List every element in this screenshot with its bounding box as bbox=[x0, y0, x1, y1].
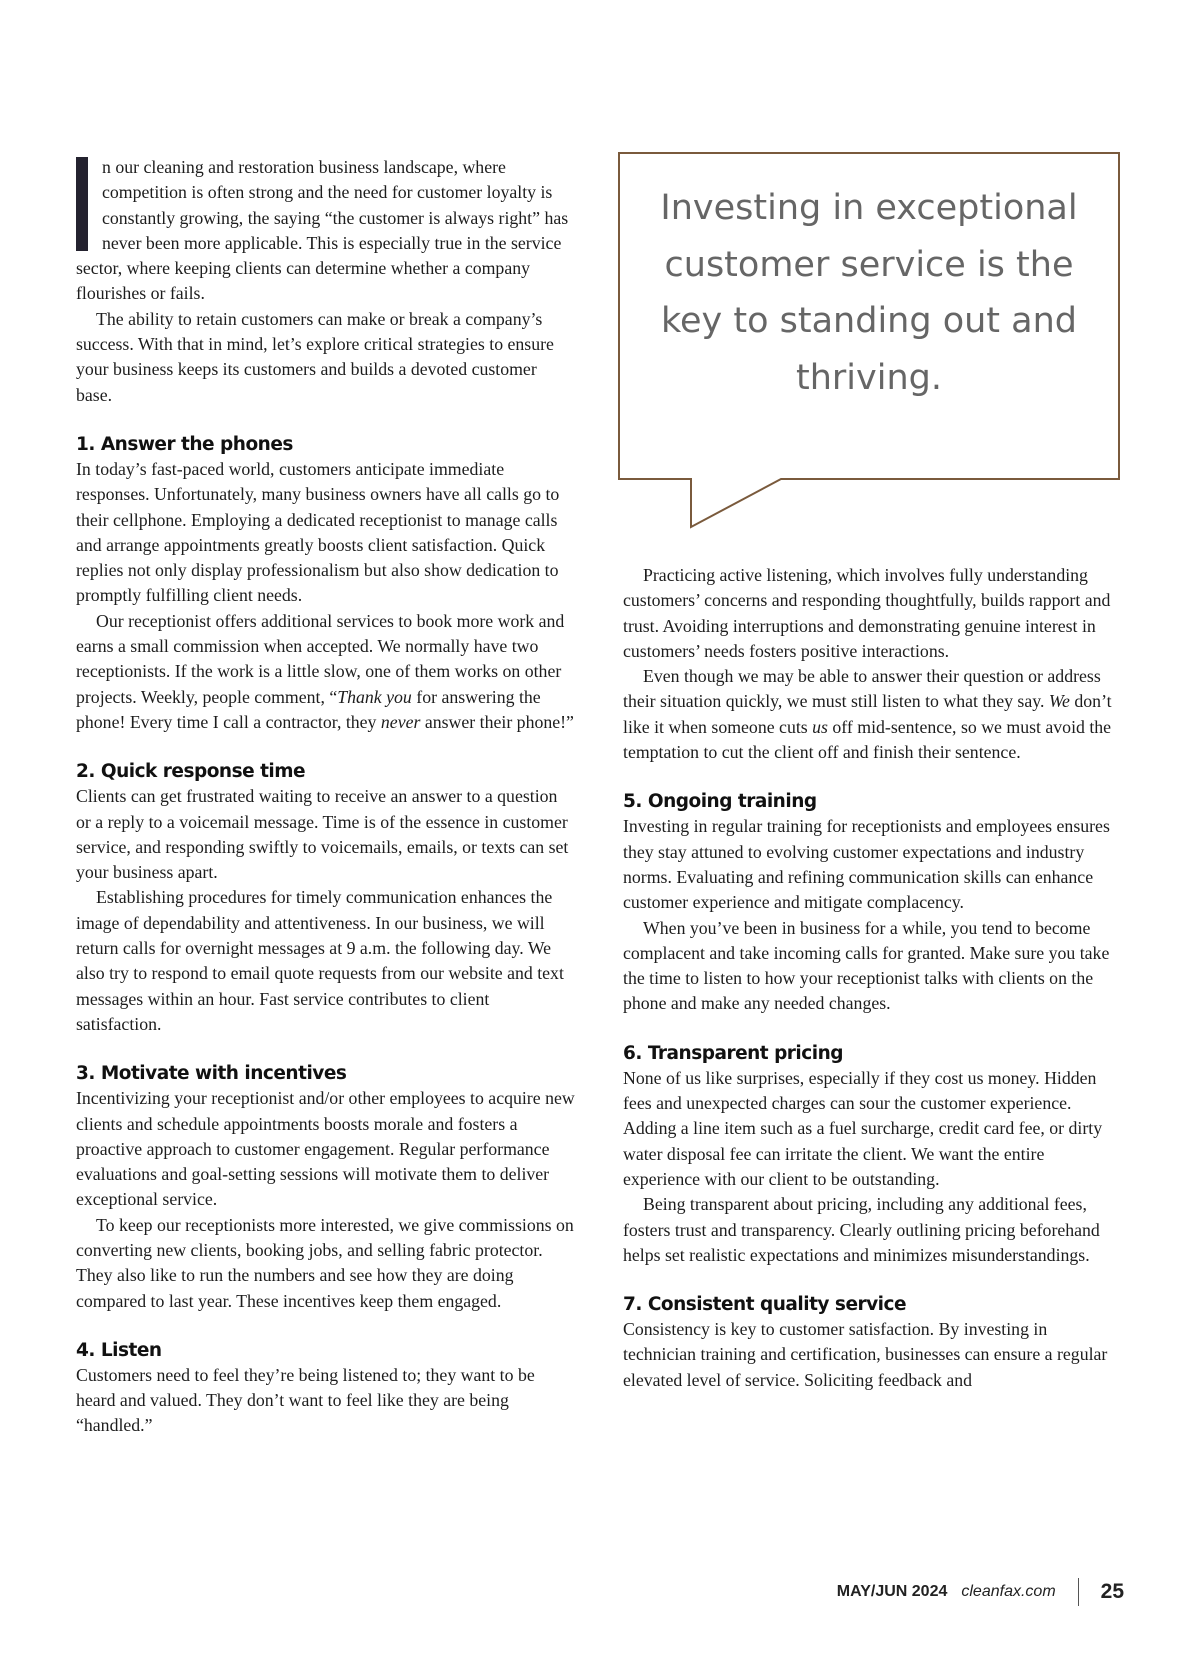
section-title-answer-phones: 1. Answer the phones bbox=[76, 433, 293, 455]
section-title-transparent-pricing: 6. Transparent pricing bbox=[623, 1042, 843, 1064]
s1p2-emphasis-never: never bbox=[380, 711, 421, 732]
s4p3-text-c: off mid-sentence, so we must avoid the temptation to cut the client off and finish their sentence. bbox=[623, 716, 1112, 763]
section-title-quick-response: 2. Quick response time bbox=[76, 761, 306, 783]
page-footer bbox=[837, 1577, 1124, 1607]
intro-paragraph-2: The ability to retain customers can make or break a company’s success. With that in mind, let’s explore critical strategies to ensure your business keeps its customers and builds a devoted customer base. bbox=[76, 308, 554, 405]
footer-divider bbox=[1078, 1578, 1079, 1606]
page-number: 25 bbox=[1100, 1580, 1124, 1603]
section-5-paragraph-1: Investing in regular training for receptionists and employees ensures they stay attuned to evolving customer expectations and industry norms. Evaluating and refining communication skills can enhance customer experience and mitigate complacency. bbox=[623, 816, 1110, 913]
s4p3-text-b: don’t like it when someone cuts bbox=[623, 691, 1112, 737]
section-3-paragraph-1: Incentivizing your receptionist and/or other employees to acquire new clients and schedule appointments boosts morale and fosters a proactive approach to customer engagement. Regular performance evaluations and goal-setting sessions will motivate them to deliver exceptional service. bbox=[76, 1088, 575, 1210]
section-5-paragraph-2: When you’ve been in business for a while, you tend to become complacent and take incoming calls for granted. Make sure you take the time to listen to how your receptionist talks with clients on the phone and make any needed changes. bbox=[623, 917, 1110, 1014]
drop-cap bbox=[76, 157, 88, 251]
pull-quote-text: Investing in exceptional customer service is the key to standing out and thriving. bbox=[660, 188, 1078, 398]
pull-quote-callout bbox=[618, 152, 1120, 482]
right-column bbox=[623, 563, 1123, 1393]
section-4-paragraph-1: Customers need to feel they’re being listened to; they want to be heard and valued. They don’t want to feel like they are being “handled.” bbox=[76, 1364, 535, 1436]
section-title-listen: 4. Listen bbox=[76, 1339, 162, 1361]
section-title-ongoing-training: 5. Ongoing training bbox=[623, 791, 817, 813]
section-4-paragraph-3 bbox=[623, 664, 1123, 765]
issue-date: MAY/JUN 2024 bbox=[836, 1583, 948, 1600]
section-1-paragraph-2 bbox=[76, 609, 576, 735]
section-6-paragraph-1: None of us like surprises, especially if they cost us money. Hidden fees and unexpected charges can sour the customer experience. Adding a line item such as a fuel surcharge, credit card fee, or dirty water disposal fee can irritate the client. We want the entire experience with our client to be outstanding. bbox=[623, 1067, 1103, 1189]
s4p3-emphasis-we: We bbox=[1048, 691, 1070, 712]
intro-text-1: n our cleaning and restoration business landscape, where competition is often strong and the need for customer loyalty is constantly growing, the saying “the customer is always right” has never been more applicable. This is especially true in the service sector, where keeping clients can determine whether a company flourishes or fails. bbox=[76, 157, 569, 304]
s1p2-text-a: Our receptionist offers additional services to book more work and earns a small commission when accepted. We normally have two receptionists. If the work is a little slow, one of them works on other projects. Weekly, people comment, “ bbox=[76, 610, 565, 707]
site-link[interactable]: cleanfax.com bbox=[961, 1583, 1056, 1600]
s1p2-text-b: for answering the phone! Every time I call a contractor, they bbox=[76, 686, 541, 732]
s4p3-text-a: Even though we may be able to answer their question or address their situation quickly, we must still listen to what they say. bbox=[623, 666, 1101, 712]
left-column bbox=[76, 155, 576, 1439]
section-6-paragraph-2: Being transparent about pricing, including any additional fees, fosters trust and transparency. Clearly outlining pricing beforehand helps set realistic expectations and minimizes misunderstandings. bbox=[623, 1194, 1100, 1265]
s1p2-text-c: answer their phone!” bbox=[420, 711, 574, 732]
s4p3-emphasis-us: us bbox=[812, 716, 828, 737]
section-7-paragraph-1: Consistency is key to customer satisfaction. By investing in technician training and certification, businesses can ensure a regular elevated level of service. Soliciting feedback and bbox=[623, 1319, 1108, 1390]
section-title-consistent-quality: 7. Consistent quality service bbox=[623, 1294, 907, 1316]
intro-paragraph-1 bbox=[76, 155, 576, 307]
section-2-paragraph-1: Clients can get frustrated waiting to receive an answer to a question or a reply to a voicemail message. Time is of the essence in customer service, and responding swiftly to voicemails, emails, or texts can set your business apart. bbox=[76, 786, 569, 883]
section-2-paragraph-2: Establishing procedures for timely communication enhances the image of dependability and attentiveness. In our business, we will return calls for overnight messages at 9 a.m. the following day. We also try to respond to email quote requests from our website and text messages within an hour. Fast service contributes to client satisfaction. bbox=[76, 887, 564, 1034]
s1p2-emphasis-thank-you: Thank you bbox=[337, 686, 412, 707]
section-title-incentives: 3. Motivate with incentives bbox=[76, 1063, 347, 1085]
section-1-paragraph-1: In today’s fast-paced world, customers anticipate immediate responses. Unfortunately, many business owners have all calls go to their cellphone. Employing a dedicated receptionist to manage calls and arrange appointments greatly boosts client satisfaction. Quick replies not only display professionalism but also show dedication to promptly fulfilling client needs. bbox=[76, 458, 560, 606]
section-3-paragraph-2: To keep our receptionists more interested, we give commissions on converting new clients, booking jobs, and selling fabric protector. They also like to run the numbers and see how they are doing compared to last year. These incentives keep them engaged. bbox=[76, 1214, 574, 1311]
section-4-paragraph-2: Practicing active listening, which involves fully understanding customers’ concerns and responding thoughtfully, builds rapport and trust. Avoiding interruptions and demonstrating genuine interest in customers’ needs fosters positive interactions. bbox=[623, 565, 1111, 661]
